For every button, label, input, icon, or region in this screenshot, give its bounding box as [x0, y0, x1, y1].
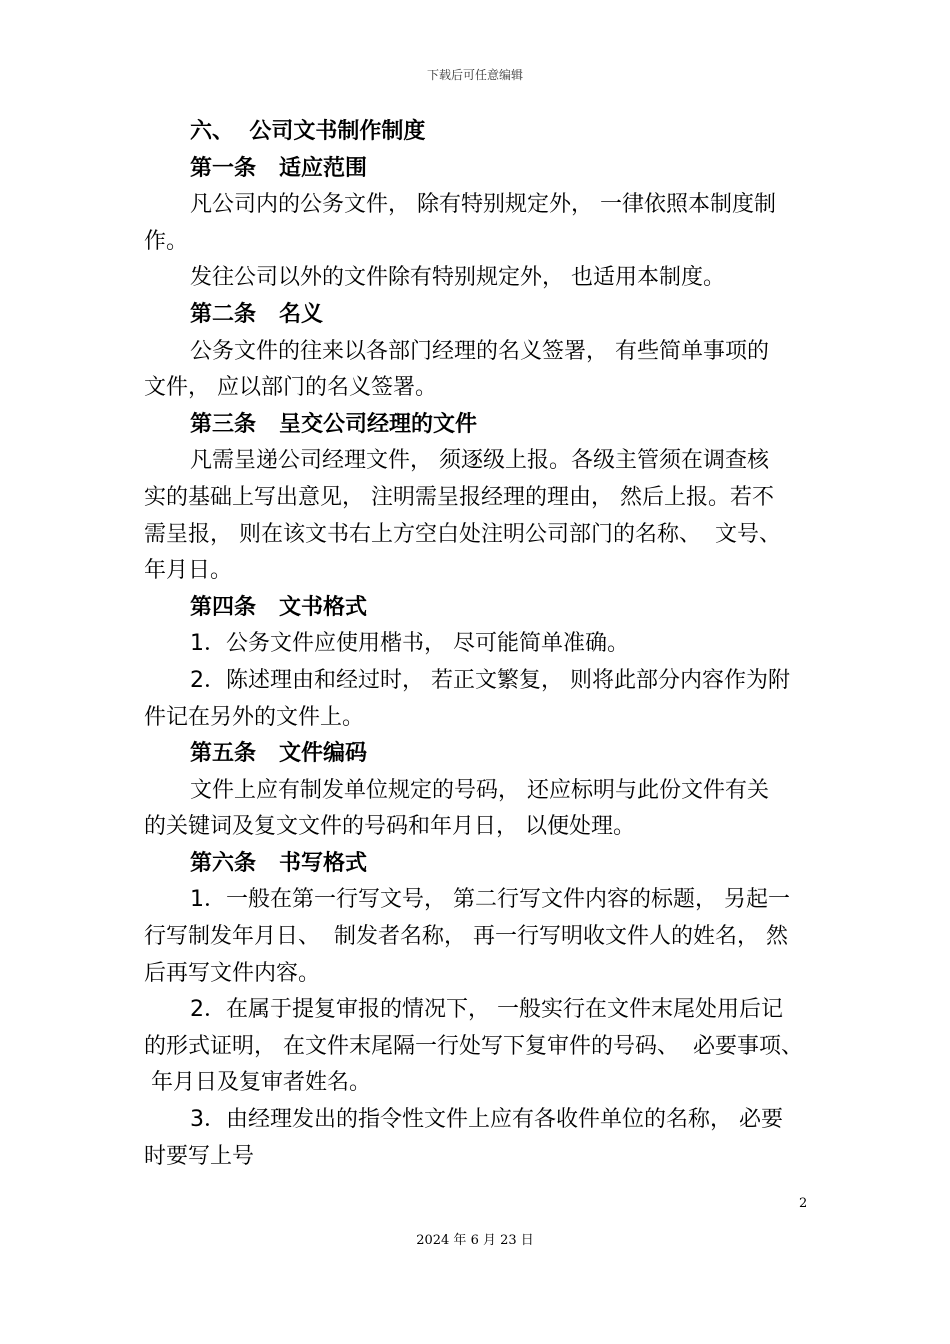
section-heading: 第五条 文件编码	[190, 741, 367, 767]
body-text-line: 年月日及复审者姓名。	[144, 1070, 371, 1096]
body-text-line: 实的基础上写出意见， 注明需呈报经理的理由， 然后上报。若不	[144, 484, 774, 510]
section-heading: 六、 公司文书制作制度	[190, 119, 426, 144]
body-text-line: 凡公司内的公务文件， 除有特别规定外， 一律依照本制度制	[190, 192, 776, 218]
body-text-line: 文件， 应以部门的名义签署。	[144, 375, 437, 401]
body-text-line: 2．在属于提复审报的情况下， 一般实行在文件末尾处用后记	[190, 997, 783, 1023]
body-text-line: 后再写文件内容。	[144, 960, 321, 986]
document-body	[144, 114, 814, 1175]
body-text-line: 1．一般在第一行写文号， 第二行写文件内容的标题， 另起一	[190, 887, 790, 913]
body-text-line: 3．由经理发出的指令性文件上应有各收件单位的名称， 必要	[190, 1107, 783, 1133]
section-heading: 第四条 文书格式	[190, 594, 367, 620]
footer-date: 2024 年 6 月 23 日	[416, 1233, 534, 1248]
body-text-line: 行写制发年月日、 制发者名称， 再一行写明收文件人的姓名， 然	[144, 924, 788, 950]
section-heading: 第六条 书写格式	[190, 850, 367, 876]
section-heading: 第二条 名义	[190, 301, 323, 327]
body-text-line: 1．公务文件应使用楷书， 尽可能简单准确。	[190, 631, 629, 657]
page-number: 2	[799, 1196, 808, 1211]
body-text-line: 文件上应有制发单位规定的号码， 还应标明与此份文件有关	[190, 777, 769, 803]
page-header: 下载后可任意编辑	[426, 68, 523, 82]
body-text-line: 的形式证明， 在文件末尾隔一行处写下复审件的号码、 必要事项、	[144, 1033, 803, 1059]
body-text-line: 公务文件的往来以各部门经理的名义签署， 有些简单事项的	[190, 338, 769, 364]
body-text-line: 发往公司以外的文件除有特别规定外， 也适用本制度。	[190, 265, 725, 291]
body-text-line: 2．陈述理由和经过时， 若正文繁复， 则将此部分内容作为附	[190, 667, 790, 693]
body-text-line: 需呈报， 则在该文书右上方空白处注明公司部门的名称、 文号、	[144, 521, 781, 547]
body-text-line: 时要写上号	[144, 1143, 255, 1169]
section-heading: 第一条 适应范围	[190, 155, 367, 181]
section-heading: 第三条 呈交公司经理的文件	[190, 411, 477, 437]
body-text-line: 凡需呈递公司经理文件， 须逐级上报。各级主管须在调查核	[190, 448, 769, 474]
body-text-line: 年月日。	[144, 558, 233, 584]
body-text-line: 件记在另外的文件上。	[144, 704, 365, 730]
body-text-line: 作。	[144, 228, 189, 254]
body-text-line: 的关键词及复文文件的号码和年月日， 以便处理。	[144, 814, 635, 840]
